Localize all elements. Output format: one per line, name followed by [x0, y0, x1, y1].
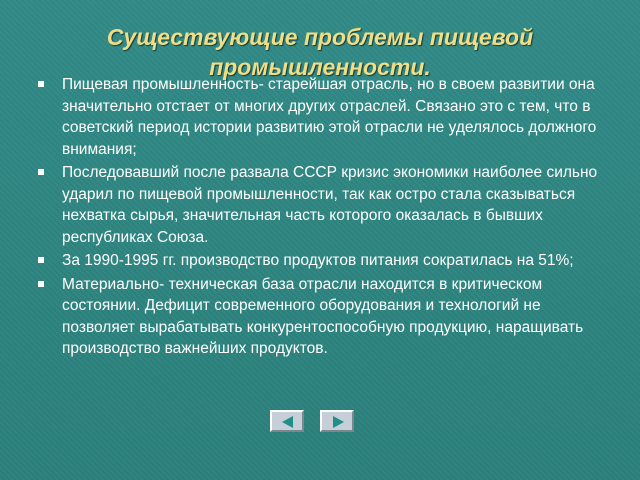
bullet-text: За 1990-1995 гг. производство продуктов питания сократилась на 51%; — [62, 252, 574, 269]
bullet-item — [36, 250, 604, 272]
previous-slide-button[interactable] — [270, 410, 304, 432]
arrow-left-icon — [282, 416, 293, 428]
slide-title: Существующие проблемы пищевой промышленности. — [106, 24, 534, 80]
bullet-square-icon — [38, 257, 44, 263]
bullet-text: Пищевая промышленность- старейшая отрасль, но в своем развитии она значительно отстает от многих других отраслей. Связано это с тем, что в советский период истории развитию этой отрасли не уделялось должного внимания; — [62, 76, 597, 158]
bullet-square-icon — [38, 81, 44, 87]
bullet-item — [36, 274, 604, 360]
arrow-right-icon — [333, 416, 344, 428]
next-slide-button[interactable] — [320, 410, 354, 432]
bullet-square-icon — [38, 169, 44, 175]
bullet-list — [36, 74, 604, 362]
bullet-text: Последовавший после развала СССР кризис экономики наиболее сильно ударил по пищевой промышленности, так как остро стала сказываться нехватка сырья, значительная часть которого оказалась в бывших республиках Союза. — [62, 164, 598, 246]
bullet-item — [36, 162, 604, 248]
bullet-square-icon — [38, 281, 44, 287]
bullet-text: Материально- техническая база отрасли находится в критическом состоянии. Дефицит современного оборудования и технологий не позволяет вырабатывать конкурентоспособную продукцию, наращивать производство важнейших продуктов. — [62, 275, 584, 357]
bullet-item — [36, 74, 604, 160]
